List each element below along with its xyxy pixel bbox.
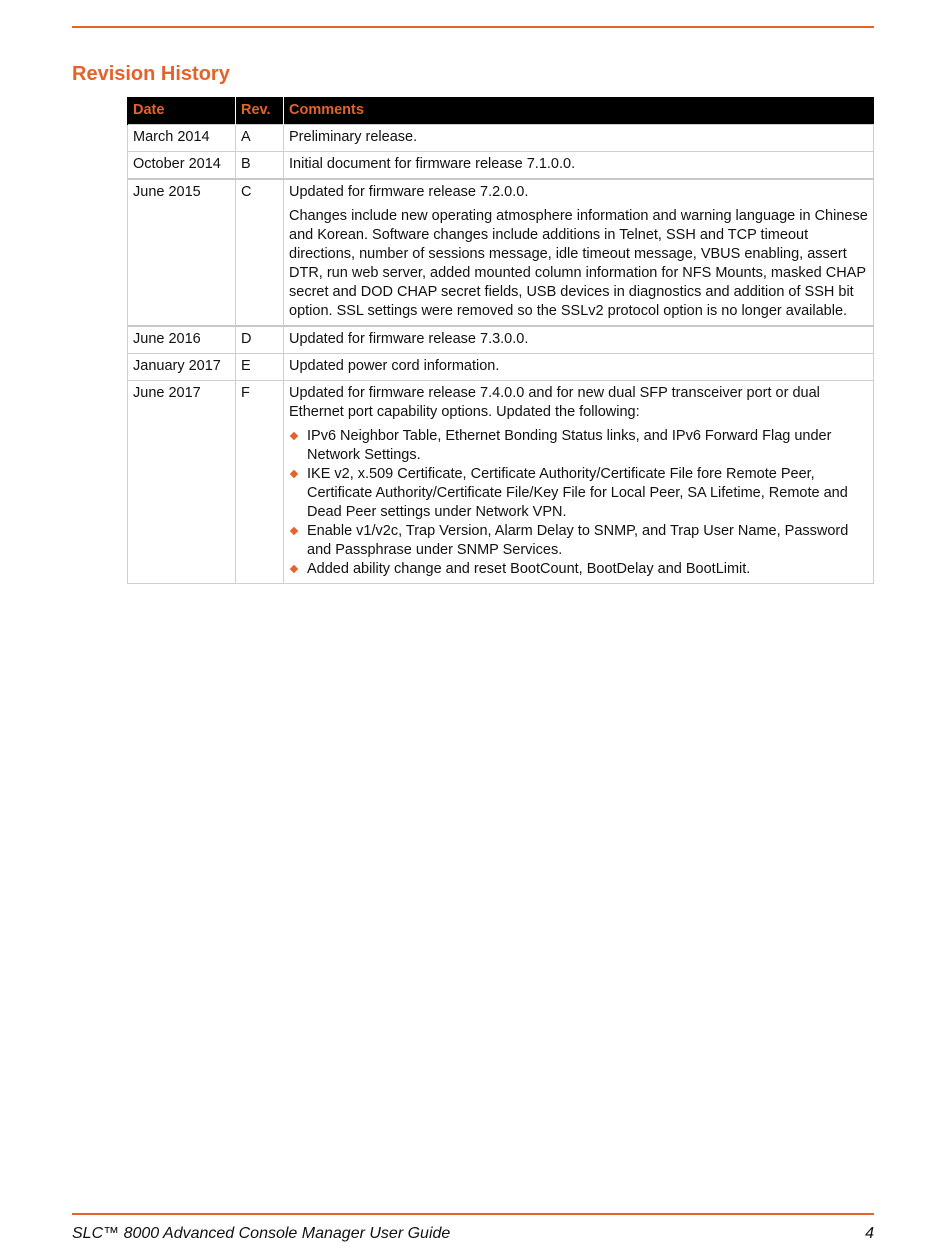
header-rule (72, 26, 874, 28)
cell-rev: F (236, 381, 284, 584)
table-row (128, 179, 874, 326)
comment-paragraph: Preliminary release. (289, 129, 418, 145)
cell-comments (284, 179, 874, 326)
comment-paragraph: Updated for firmware release 7.2.0.0. (289, 184, 529, 200)
column-header-rev: Rev. (236, 97, 284, 125)
cell-date: June 2015 (128, 179, 236, 326)
diamond-bullet-icon (290, 565, 298, 573)
cell-date: March 2014 (128, 125, 236, 152)
diamond-bullet-icon (290, 470, 298, 478)
comment-paragraph: Updated for firmware release 7.3.0.0. (289, 331, 529, 347)
footer-rule (72, 1213, 874, 1215)
column-header-date: Date (128, 97, 236, 125)
cell-comments (284, 326, 874, 354)
comment-bullet-list (289, 427, 868, 579)
table-row (128, 152, 874, 180)
bullet-text: Added ability change and reset BootCount, BootDelay and BootLimit. (307, 561, 751, 577)
list-item (289, 427, 868, 465)
list-item (289, 465, 868, 522)
bullet-text: IPv6 Neighbor Table, Ethernet Bonding Status links, and IPv6 Forward Flag under Network Settings. (307, 428, 832, 463)
footer-title: SLC™ 8000 Advanced Console Manager User Guide (72, 1225, 451, 1242)
bullet-text: IKE v2, x.509 Certificate, Certificate Authority/Certificate File fore Remote Peer, Certificate Authority/Certificate File/Key File for Local Peer, SA Lifetime, Remote and Dead Peer settings under Network VPN. (307, 466, 848, 520)
cell-rev: C (236, 179, 284, 326)
table-body (128, 125, 874, 584)
cell-comments (284, 152, 874, 180)
table-row (128, 125, 874, 152)
cell-rev: A (236, 125, 284, 152)
table-header-row (128, 97, 874, 125)
cell-date: June 2016 (128, 326, 236, 354)
cell-date: January 2017 (128, 354, 236, 381)
revision-history-table (127, 97, 874, 584)
list-item (289, 522, 868, 560)
comment-paragraph: Initial document for firmware release 7.1.0.0. (289, 156, 576, 172)
page-number: 4 (865, 1225, 874, 1242)
section-title: Revision History (72, 63, 230, 85)
comment-paragraph: Changes include new operating atmosphere information and warning language in Chinese and Korean. Software changes include additions in Telnet, SSH and TCP timeout directions, number of sessions message, idle timeout message, VBUS enabling, assert DTR, run web server, added mounted column information for NFS Mounts, masked CHAP secret and DOD CHAP secret fields, USB devices in diagnostics and addition of SSH bit option. SSL settings were removed so the SSLv2 protocol option is no longer available. (289, 208, 868, 319)
cell-rev: B (236, 152, 284, 180)
cell-date: June 2017 (128, 381, 236, 584)
cell-rev: D (236, 326, 284, 354)
cell-comments (284, 381, 874, 584)
cell-comments (284, 354, 874, 381)
table-row (128, 381, 874, 584)
cell-rev: E (236, 354, 284, 381)
cell-comments (284, 125, 874, 152)
list-item (289, 560, 868, 579)
comment-paragraph: Updated for firmware release 7.4.0.0 and for new dual SFP transceiver port or dual Ethernet port capability options. Updated the following: (289, 385, 820, 420)
diamond-bullet-icon (290, 432, 298, 440)
table-row (128, 354, 874, 381)
table-row (128, 326, 874, 354)
diamond-bullet-icon (290, 527, 298, 535)
column-header-comments: Comments (284, 97, 874, 125)
bullet-text: Enable v1/v2c, Trap Version, Alarm Delay to SNMP, and Trap User Name, Password and Passphrase under SNMP Services. (307, 523, 849, 558)
cell-date: October 2014 (128, 152, 236, 180)
comment-paragraph: Updated power cord information. (289, 358, 500, 374)
